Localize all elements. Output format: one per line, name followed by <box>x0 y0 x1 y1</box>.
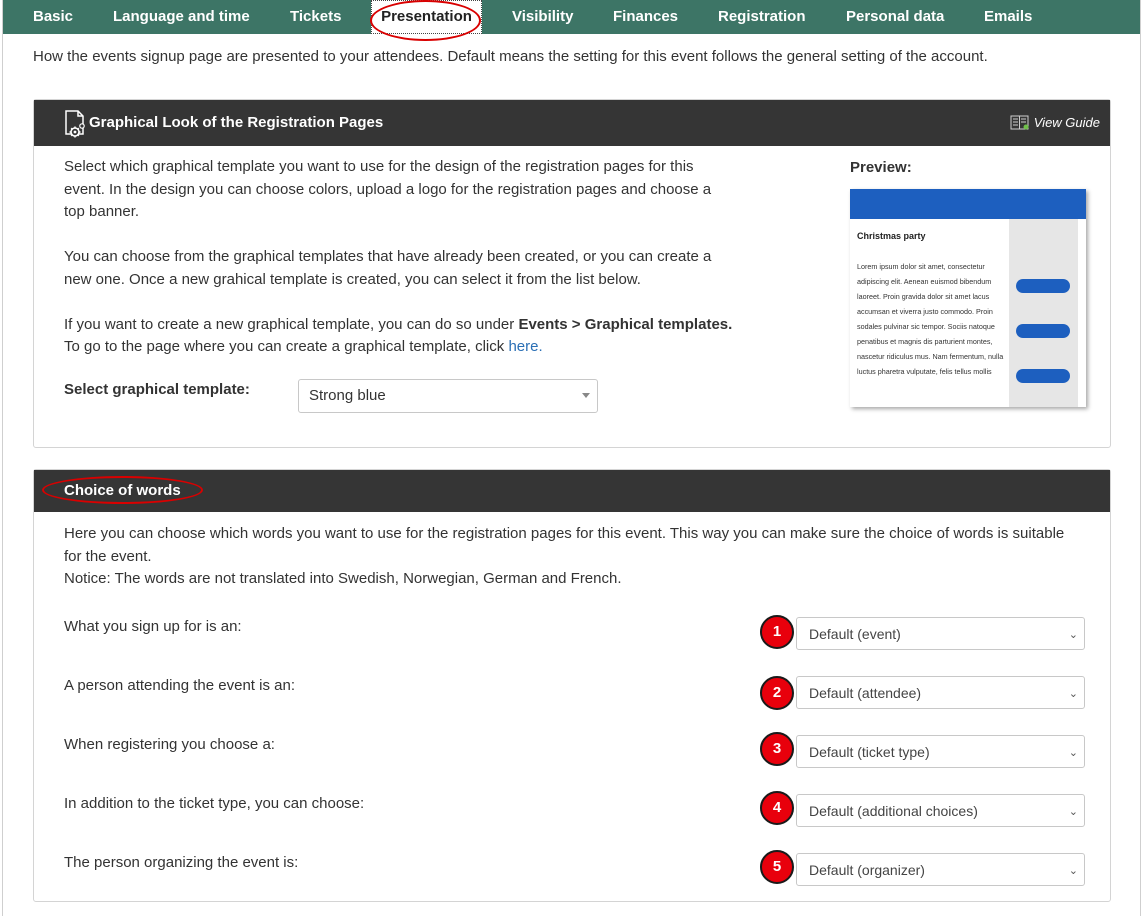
graphical-template-value: Strong blue <box>309 387 386 404</box>
annotation-number-badge: 5 <box>760 850 794 884</box>
word-ticket-type-value: Default (ticket type) <box>809 744 930 760</box>
word-row-label: A person attending the event is an: <box>64 677 295 694</box>
tab-tickets[interactable]: Tickets <box>290 8 342 25</box>
annotation-number-badge: 2 <box>760 676 794 710</box>
graphical-para4 <box>64 336 543 359</box>
page-intro: How the events signup page are presented to your attendees. Default means the setting for this event follows the general setting of the account. <box>33 48 988 65</box>
graphical-look-panel <box>33 99 1111 448</box>
tab-finances[interactable]: Finances <box>613 8 679 25</box>
chevron-down-icon: ⌄ <box>1068 688 1078 700</box>
graphical-para1-line3: top banner. <box>64 203 140 220</box>
dropdown-caret-icon <box>582 393 590 398</box>
words-notice: Notice: The words are not translated into Swedish, Norwegian, German and French. <box>64 570 622 587</box>
words-para1-line2: for the event. <box>64 547 152 565</box>
view-guide-link[interactable] <box>1010 114 1100 130</box>
document-settings-icon <box>63 110 87 138</box>
create-template-link[interactable]: here. <box>508 338 543 355</box>
graphical-para2-line1: You can choose from the graphical templates that have already been created, or you can create a <box>64 248 712 265</box>
preview-event-title: Christmas party <box>857 231 926 241</box>
panel-title-choice-of-words: Choice of words <box>64 482 181 499</box>
preview-label: Preview: <box>850 159 912 176</box>
word-row-label: The person organizing the event is: <box>64 854 299 871</box>
word-attendee-value: Default (attendee) <box>809 685 922 701</box>
guide-book-icon <box>1010 114 1030 130</box>
choice-of-words-panel <box>33 469 1111 902</box>
chevron-down-icon: ⌄ <box>1068 747 1078 759</box>
word-organizer-value: Default (organizer) <box>809 862 925 878</box>
panel-title-graphical-look: Graphical Look of the Registration Pages <box>89 114 384 131</box>
tab-emails[interactable]: Emails <box>984 8 1033 25</box>
preview-button <box>1016 324 1070 338</box>
preview-body-text: Lorem ipsum dolor sit amet, consectetur adipiscing elit. Aenean euismod bibendum laoreet. Proin gravida dolor sit amet lacus accumsan et viverra justo commodo. Proin sodales pulvinar sic tempor. Sociis natoque penatibus et magnis dis parturient montes, nascetur ridiculus mus. Nam fermentum, nulla luctus pharetra vulputate, felis tellus mollis <box>857 262 1004 376</box>
annotation-number-badge: 1 <box>760 615 794 649</box>
word-organizer-select[interactable] <box>796 853 1085 886</box>
word-attendee-select[interactable] <box>796 676 1085 709</box>
chevron-down-icon: ⌄ <box>1068 806 1078 818</box>
graphical-template-select[interactable] <box>298 379 598 413</box>
view-guide-label: View Guide <box>1033 115 1100 130</box>
tab-registration[interactable]: Registration <box>718 8 806 25</box>
word-event-value: Default (event) <box>809 626 901 642</box>
word-additional-choices-value: Default (additional choices) <box>809 803 978 819</box>
graphical-para2-line2: new one. Once a new grahical template is created, you can select it from the list below. <box>64 270 641 288</box>
chevron-down-icon: ⌄ <box>1068 865 1078 877</box>
tab-language-and-time[interactable]: Language and time <box>113 8 250 25</box>
annotation-number-badge: 3 <box>760 732 794 766</box>
word-row-label: When registering you choose a: <box>64 736 275 753</box>
template-preview <box>850 189 1086 407</box>
chevron-down-icon: ⌄ <box>1068 629 1078 641</box>
words-para1-line1: Here you can choose which words you want to use for the registration pages for this event. This way you can make sure the choice of words is suitable <box>64 525 1065 542</box>
panel-header-choice-of-words <box>34 470 1110 512</box>
tab-basic[interactable]: Basic <box>33 8 74 25</box>
graphical-para3 <box>64 314 732 337</box>
word-event-select[interactable] <box>796 617 1085 650</box>
tab-personal-data[interactable]: Personal data <box>846 8 945 25</box>
graphical-para3-text: If you want to create a new graphical template, you can do so under <box>64 316 519 333</box>
graphical-para1-line2: event. In the design you can choose colors, upload a logo for the registration pages and choose a <box>64 180 712 198</box>
word-ticket-type-select[interactable] <box>796 735 1085 768</box>
select-template-label: Select graphical template: <box>64 381 250 398</box>
panel-header-graphical-look <box>34 100 1110 146</box>
word-additional-choices-select[interactable] <box>796 794 1085 827</box>
annotation-number-badge: 4 <box>760 791 794 825</box>
tab-bar <box>3 0 1140 34</box>
tab-presentation[interactable]: Presentation <box>371 0 482 34</box>
preview-header-bar <box>850 189 1086 219</box>
graphical-para1-line1: Select which graphical template you want to use for the design of the registration pages for this <box>64 158 694 175</box>
preview-button <box>1016 279 1070 293</box>
preview-button <box>1016 369 1070 383</box>
graphical-para4-text: To go to the page where you can create a graphical template, click <box>64 338 509 355</box>
tab-visibility[interactable]: Visibility <box>512 8 574 25</box>
word-row-label: What you sign up for is an: <box>64 618 242 635</box>
graphical-templates-path: Events > Graphical templates. <box>518 316 733 333</box>
word-row-label: In addition to the ticket type, you can choose: <box>64 795 365 812</box>
